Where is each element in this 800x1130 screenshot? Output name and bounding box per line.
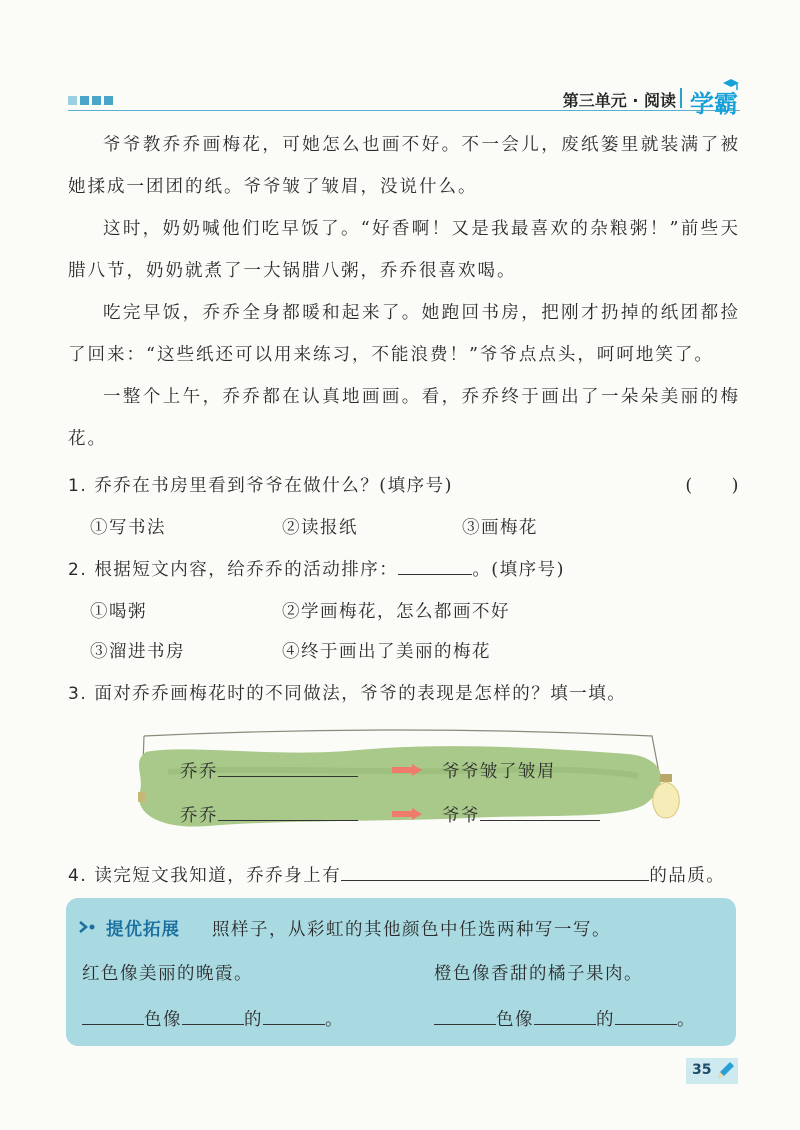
question-text-end: 的品质。 xyxy=(649,866,726,886)
page-number: 35 xyxy=(692,1062,712,1078)
q2-option-2: ②学画梅花，怎么都画不好 xyxy=(282,602,510,622)
passage-paragraph-2: 这时，奶奶喊他们吃早饭了。“好香啊！又是我最喜欢的杂粮粥！”前些天腊八节，奶奶就煮了一大锅腊八粥，乔乔很喜欢喝。 xyxy=(68,219,740,281)
q1-option-1[interactable]: ①写书法 xyxy=(90,518,166,538)
row2-right-blank[interactable] xyxy=(480,802,600,821)
question-text: 根据短文内容，给乔乔的活动排序： xyxy=(94,560,399,580)
question-number: 2. xyxy=(68,560,88,580)
color-blank-2[interactable] xyxy=(434,1006,496,1025)
fill-end: 。 xyxy=(677,1010,696,1030)
fill-word-de: 的 xyxy=(596,1010,615,1030)
q1-option-2[interactable]: ②读报纸 xyxy=(282,518,358,538)
row1-left-label: 乔乔 xyxy=(180,762,218,782)
fill-word-like: 色像 xyxy=(496,1010,534,1030)
example-sentence-1: 红色像美丽的晚霞。 xyxy=(82,964,253,984)
noun-blank-1[interactable] xyxy=(263,1006,325,1025)
row1-right-text: 爷爷皱了皱眉 xyxy=(442,762,556,782)
question-text: 面对乔乔画梅花时的不同做法，爷爷的表现是怎样的？填一填。 xyxy=(94,684,627,704)
light-bulb-icon xyxy=(646,772,686,826)
fill-word-like: 色像 xyxy=(144,1010,182,1030)
extension-box xyxy=(66,898,736,1046)
question-number: 3. xyxy=(68,684,88,704)
color-blank-1[interactable] xyxy=(82,1006,144,1025)
passage-paragraph-4: 一整个上午，乔乔都在认真地画画。看，乔乔终于画出了一朵朵美丽的梅花。 xyxy=(68,387,740,449)
leaf-answer-graphic xyxy=(128,722,688,842)
pencil-icon xyxy=(714,1060,736,1082)
question-number: 4. xyxy=(68,866,88,886)
page-header xyxy=(68,86,740,118)
q4-answer-blank[interactable] xyxy=(341,862,649,881)
row1-left-blank[interactable] xyxy=(218,758,358,777)
adjective-blank-1[interactable] xyxy=(182,1006,244,1025)
answer-parentheses[interactable]: ( ) xyxy=(685,476,740,496)
row2-left-label: 乔乔 xyxy=(180,806,218,826)
header-squares xyxy=(68,96,113,105)
graduation-cap-icon xyxy=(722,78,740,92)
passage-paragraph-1: 爷爷教乔乔画梅花，可她怎么也画不好。不一会儿，废纸篓里就装满了被她揉成一团团的纸。爷爷皱了皱眉，没说什么。 xyxy=(68,135,740,197)
section-title: 第三单元 · 阅读 xyxy=(562,91,676,110)
question-1 xyxy=(68,472,740,497)
q2-option-3: ③溜进书房 xyxy=(90,642,185,662)
q2-option-4: ④终于画出了美丽的梅花 xyxy=(282,642,491,662)
double-chevron-icon xyxy=(78,920,98,934)
row2-left-blank[interactable] xyxy=(218,802,358,821)
adjective-blank-2[interactable] xyxy=(534,1006,596,1025)
q2-option-1: ①喝粥 xyxy=(90,602,147,622)
noun-blank-2[interactable] xyxy=(615,1006,677,1025)
brand-logo: 学霸 xyxy=(690,90,738,118)
example-sentence-2: 橙色像香甜的橘子果肉。 xyxy=(434,964,643,984)
extension-instruction: 照样子，从彩虹的其他颜色中任选两种写一写。 xyxy=(212,920,611,940)
header-separator xyxy=(680,88,682,108)
question-text-end: 。(填序号) xyxy=(472,560,565,580)
fill-word-de: 的 xyxy=(244,1010,263,1030)
fill-end: 。 xyxy=(325,1010,344,1030)
question-text: 读完短文我知道，乔乔身上有 xyxy=(94,866,342,886)
question-3 xyxy=(68,680,740,705)
fill-sentence-1 xyxy=(82,1006,344,1031)
arrow-right-icon xyxy=(392,764,422,776)
question-text: 乔乔在书房里看到爷爷在做什么？(填序号) xyxy=(94,476,453,496)
fill-sentence-2 xyxy=(434,1006,696,1031)
arrow-right-icon xyxy=(392,808,422,820)
row2-right-label: 爷爷 xyxy=(442,806,480,826)
passage-paragraph-3: 吃完早饭，乔乔全身都暖和起来了。她跑回书房，把刚才扔掉的纸团都捡了回来：“这些纸还可以用来练习，不能浪费！”爷爷点点头，呵呵地笑了。 xyxy=(68,303,740,365)
row1-label-qiaoqiao xyxy=(180,758,358,783)
q2-answer-blank[interactable] xyxy=(398,556,472,575)
question-2 xyxy=(68,556,740,581)
question-4 xyxy=(68,862,740,887)
page-number-tab xyxy=(686,1058,738,1084)
row2-right xyxy=(442,802,600,827)
row2-label-qiaoqiao xyxy=(180,802,358,827)
question-number: 1. xyxy=(68,476,88,496)
q1-option-3[interactable]: ③画梅花 xyxy=(462,518,538,538)
extension-title: 提优拓展 xyxy=(106,920,180,940)
